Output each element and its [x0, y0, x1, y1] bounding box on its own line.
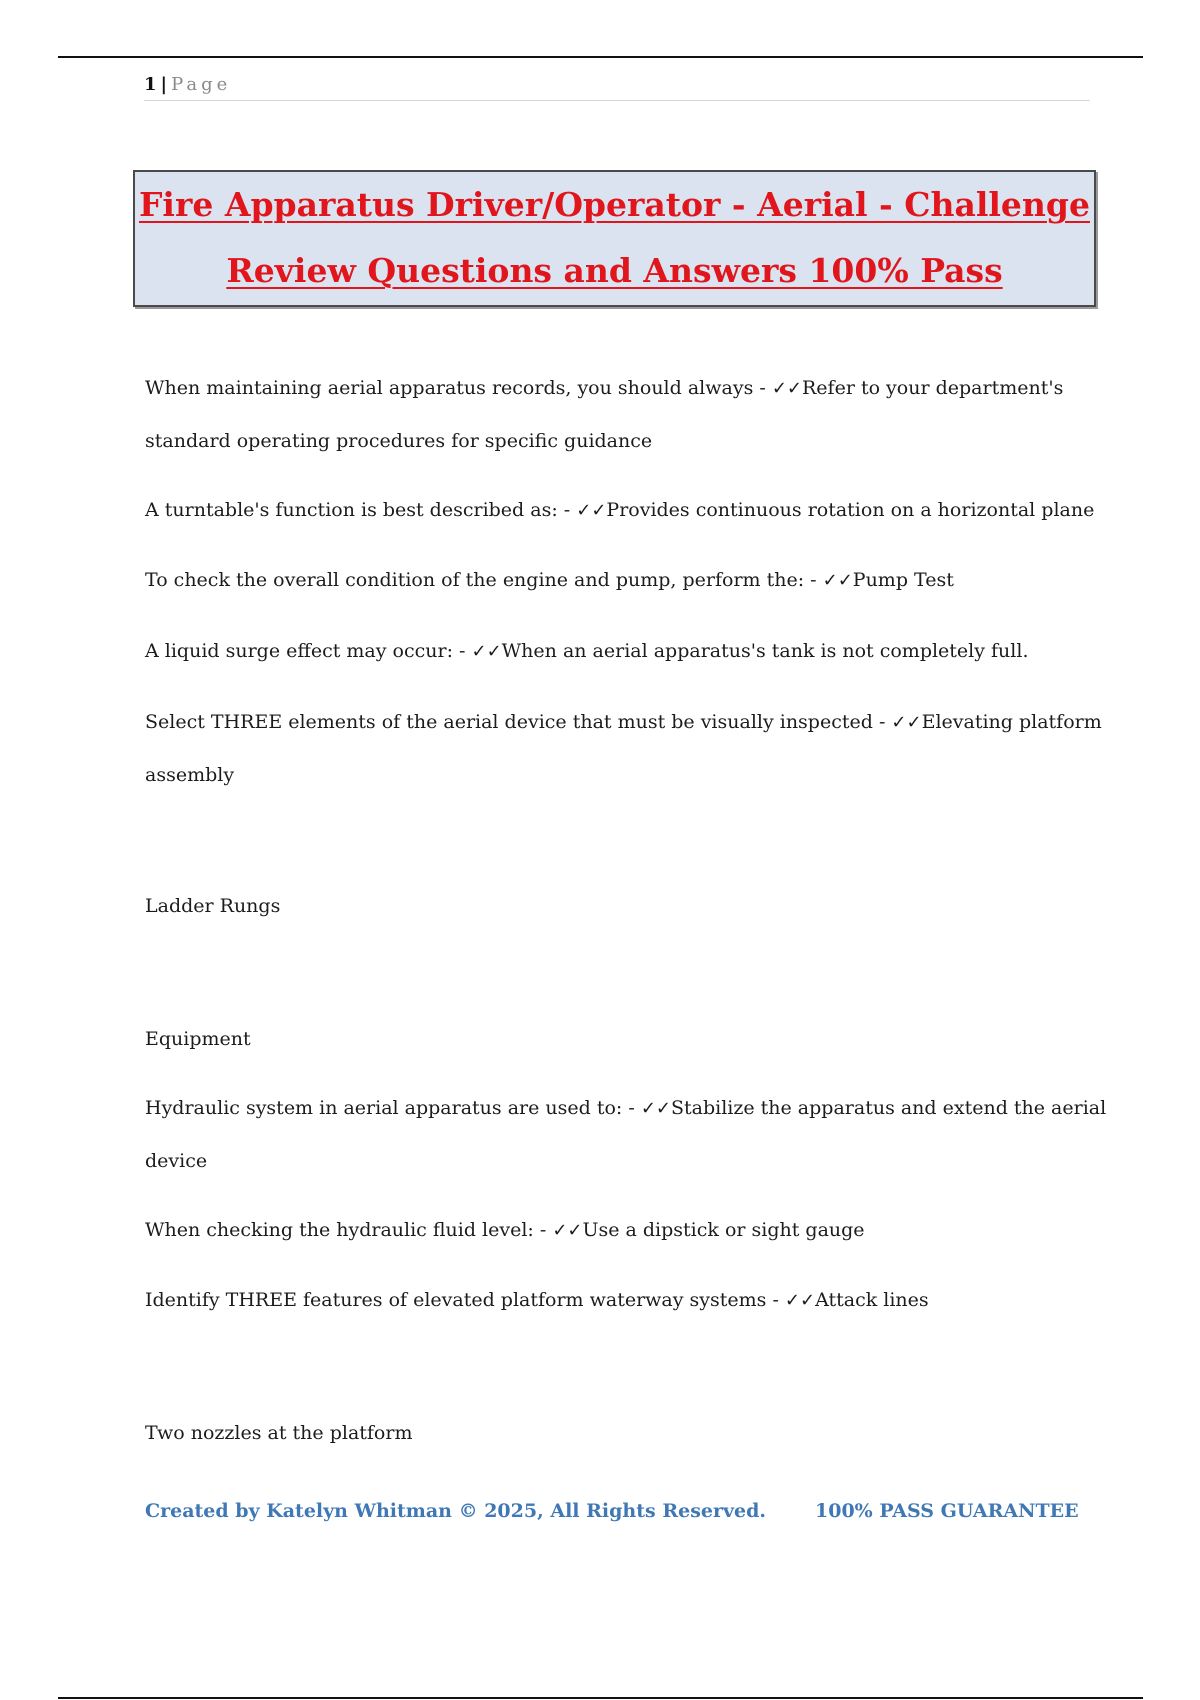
text-line: device [145, 1150, 208, 1172]
check-mark-icon: ✓✓ [822, 570, 853, 591]
answer-text: Pump Test [852, 569, 954, 591]
check-mark-icon: ✓✓ [784, 1290, 816, 1311]
check-mark-icon: ✓✓ [891, 712, 922, 733]
page-separator: | [160, 74, 168, 95]
title-line-2: Review Questions and Answers 100% Pass [226, 251, 1003, 290]
bottom-rule [58, 1697, 1143, 1699]
question-text: Select THREE elements of the aerial device that must be visually inspected - [145, 711, 892, 733]
qa-item [145, 1082, 1107, 1135]
text-line: Ladder Rungs [145, 895, 281, 917]
top-rule [58, 56, 1143, 58]
qa-item [145, 696, 1102, 749]
qa-item [145, 554, 1045, 607]
answer-text: Use a dipstick or sight gauge [582, 1219, 865, 1241]
text-line: assembly [145, 764, 235, 786]
answer-text: Attack lines [815, 1289, 929, 1311]
check-mark-icon: ✓✓ [576, 500, 607, 521]
qa-item [145, 362, 1064, 415]
question-text: When maintaining aerial apparatus records, you should always - [145, 377, 772, 399]
title-line-1: Fire Apparatus Driver/Operator - Aerial - Challenge [139, 185, 1090, 224]
page-label: Page [171, 74, 232, 95]
qa-item [145, 484, 1095, 537]
check-mark-icon: ✓✓ [471, 641, 502, 662]
check-mark-icon: ✓✓ [640, 1098, 671, 1119]
question-text: Hydraulic system in aerial apparatus are used to: - [145, 1097, 641, 1119]
question-text: A liquid surge effect may occur: - [145, 640, 472, 662]
question-text: To check the overall condition of the engine and pump, perform the: - [145, 569, 823, 591]
document-title-box [133, 170, 1096, 307]
page-header [144, 72, 1090, 101]
qa-item [145, 1204, 1045, 1257]
footer-copyright: Created by Katelyn Whitman © 2025, All Rights Reserved. [145, 1500, 767, 1522]
question-text: Identify THREE features of elevated platform waterway systems - [145, 1289, 785, 1311]
footer-guarantee: 100% PASS GUARANTEE [815, 1500, 1079, 1522]
text-line: Two nozzles at the platform [145, 1422, 413, 1444]
answer-text: Refer to your department's [802, 377, 1064, 399]
answer-text: Stabilize the apparatus and extend the aerial [670, 1097, 1107, 1119]
text-line: Equipment [145, 1028, 251, 1050]
qa-item [145, 1274, 1045, 1327]
question-text: When checking the hydraulic fluid level: - [145, 1219, 553, 1241]
text-line: standard operating procedures for specific guidance [145, 430, 653, 452]
page-number: 1 [144, 74, 157, 95]
check-mark-icon: ✓✓ [552, 1220, 583, 1241]
question-text: A turntable's function is best described as: - [145, 499, 577, 521]
answer-text: Provides continuous rotation on a horizontal plane [606, 499, 1095, 521]
check-mark-icon: ✓✓ [771, 378, 802, 399]
answer-text: Elevating platform [921, 711, 1102, 733]
qa-item [145, 625, 1045, 678]
answer-text: When an aerial apparatus's tank is not completely full. [501, 640, 1029, 662]
